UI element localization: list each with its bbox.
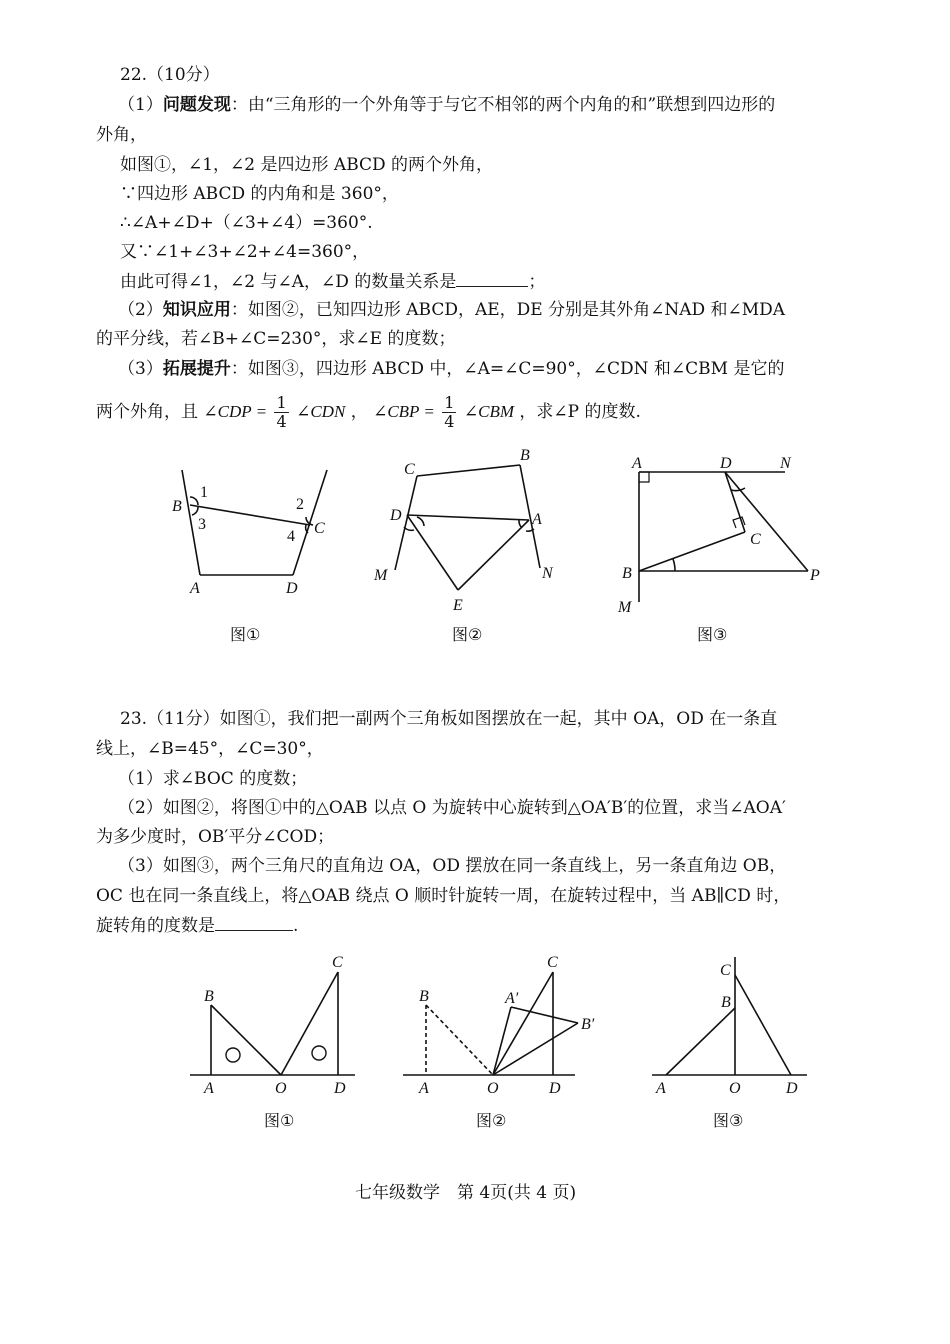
fraction-quarter-1: [274, 394, 288, 431]
q22-header: 22.（10分）: [120, 65, 220, 85]
fig1-label-1: 1: [200, 484, 208, 501]
q22-part1: [118, 94, 775, 116]
q22-line5-text: 由此可得∠1，∠2 与∠A，∠D 的数量关系是: [120, 272, 457, 292]
q23-part1: （1）求∠BOC 的度数；: [118, 769, 308, 789]
q23-fig2-caption: 图②: [476, 1111, 507, 1130]
fig2-label-D: D: [390, 507, 402, 524]
q23-fig3-label-B: B: [721, 994, 731, 1011]
q22-part1-title: 问题发现: [162, 95, 231, 115]
q23-fig2-label-D: D: [549, 1080, 561, 1097]
q23-fig3-label-O: O: [729, 1080, 741, 1097]
q23-fig2-label-B-prime: B′: [581, 1016, 595, 1033]
q23-fig2-label-A: A: [419, 1080, 429, 1097]
fig3-label-A: A: [632, 455, 642, 472]
q23-fig2-label-A-prime: A′: [505, 990, 519, 1007]
eq2-left: ∠CBP =: [373, 402, 435, 421]
q23-header: 23.（11分）如图①，我们把一副两个三角板如图摆放在一起，其中 OA，OD 在一条直: [120, 709, 778, 729]
fig3-label-N: N: [780, 455, 791, 472]
q23-fig1-caption: 图①: [264, 1111, 295, 1130]
q23-part3-cont: OC 也在同一条直线上，将△OAB 绕点 O 顺时针旋转一周，在旋转过程中，当 AB∥CD 时，: [96, 886, 791, 906]
q22-part1-cont: 外角，: [96, 125, 147, 145]
eq-sep: ，: [350, 402, 368, 422]
q22-part2-prefix: （2）: [118, 300, 163, 320]
q22-figure-2: [360, 440, 580, 620]
fig3-label-P: P: [810, 567, 820, 584]
q23-part3-end-text: 旋转角的度数是: [96, 916, 215, 936]
q22-part3-text: ：如图③，四边形 ABCD 中，∠A=∠C=90°，∠CDN 和∠CBM 是它的: [230, 359, 785, 379]
q23-fig2-label-B: B: [419, 988, 429, 1005]
frac-num: 1: [276, 393, 287, 412]
q23-fig1-label-B: B: [204, 988, 214, 1005]
q22-line5: [120, 270, 545, 293]
q23-fig1-label-C: C: [332, 954, 343, 971]
q23-fig3-label-A: A: [656, 1080, 666, 1097]
q22-line4: 又∵∠1+∠3+∠2+∠4=360°，: [120, 242, 370, 262]
eq2-right: ∠CBM: [463, 402, 515, 421]
q22-part3-cont-text: 两个外角，且: [96, 402, 198, 422]
fig3-label-C: C: [750, 531, 761, 548]
q23-part2: （2）如图②，将图①中的△OAB 以点 O 为旋转中心旋转到△OA′B′的位置，求当∠AOA′: [118, 798, 786, 818]
frac-den: 4: [444, 412, 455, 431]
fig2-label-M: M: [374, 567, 388, 584]
fig3-label-D: D: [720, 455, 732, 472]
q22-fig2-caption: 图②: [452, 625, 483, 644]
answer-blank-2[interactable]: [215, 914, 293, 931]
q23-fig1-label-A: A: [204, 1080, 214, 1097]
q22-part2-cont: 的平分线，若∠B+∠C=230°，求∠E 的度数；: [96, 329, 456, 349]
q23-figure-3: [640, 945, 820, 1095]
fraction-quarter-2: [442, 394, 456, 431]
q23-fig2-label-O: O: [487, 1080, 499, 1097]
fig3-label-M: M: [618, 599, 632, 616]
fig2-label-A: A: [532, 511, 542, 528]
frac-num: 1: [444, 393, 455, 412]
q23-part2-cont: 为多少度时，OB′平分∠COD；: [96, 827, 335, 847]
fig1-label-D: D: [286, 580, 298, 597]
fig2-label-C: C: [404, 461, 415, 478]
q22-part1-text: ：由“三角形的一个外角等于与它不相邻的两个内角的和”联想到四边形的: [230, 95, 776, 115]
q23-part3-end: [96, 914, 298, 937]
q22-line5-end: ；: [528, 272, 546, 292]
q23-line1: 线上，∠B=45°，∠C=30°，: [96, 739, 324, 759]
q22-fig3-caption: 图③: [697, 625, 728, 644]
q22-part2-text: ：如图②，已知四边形 ABCD，AE，DE 分别是其外角∠NAD 和∠MDA: [230, 300, 786, 320]
q22-part2-title: 知识应用: [162, 300, 231, 320]
answer-blank-1[interactable]: [456, 270, 528, 287]
fig1-label-A: A: [190, 580, 200, 597]
q22-fig1-caption: 图①: [230, 625, 261, 644]
q22-line3: ∴∠A+∠D+（∠3+∠4）=360°.: [120, 213, 373, 233]
q22-part3-prefix: （3）: [118, 359, 163, 379]
fig1-label-B: B: [172, 498, 182, 515]
q22-line1: 如图①，∠1，∠2 是四边形 ABCD 的两个外角，: [120, 155, 494, 175]
fig1-label-2: 2: [296, 496, 304, 513]
q22-part3-title: 拓展提升: [162, 359, 231, 379]
q22-part1-prefix: （1）: [118, 95, 163, 115]
q22-part3-cont: [96, 392, 641, 432]
fig1-label-C: C: [314, 520, 325, 537]
q22-part3-tail: ，求∠P 的度数.: [519, 402, 641, 422]
q23-period: .: [293, 916, 299, 936]
q22-figure-3: [600, 440, 840, 620]
q23-fig3-caption: 图③: [713, 1111, 744, 1130]
fig1-label-4: 4: [287, 528, 295, 545]
fig3-label-B: B: [622, 565, 632, 582]
q22-part3: [118, 358, 784, 380]
eq1-right: ∠CDN: [296, 402, 346, 421]
q22-part2: [118, 299, 785, 321]
q22-figure-1: [160, 445, 360, 605]
fig1-label-3: 3: [198, 516, 206, 533]
q23-fig1-label-D: D: [334, 1080, 346, 1097]
q23-fig3-label-D: D: [786, 1080, 798, 1097]
q23-part3: （3）如图③，两个三角尺的直角边 OA，OD 摆放在同一条直线上，另一条直角边 OB，: [118, 856, 787, 876]
frac-den: 4: [276, 412, 287, 431]
eq1-left: ∠CDP =: [203, 402, 268, 421]
q23-figure-2: [395, 945, 615, 1095]
q22-line2: ∵四边形 ABCD 的内角和是 360°，: [120, 184, 399, 204]
page-footer: 七年级数学 第 4页(共 4 页): [355, 1183, 577, 1203]
q23-figure-1: [180, 945, 380, 1095]
q23-fig1-label-O: O: [275, 1080, 287, 1097]
fig2-label-B: B: [520, 447, 530, 464]
q23-fig3-label-C: C: [720, 962, 731, 979]
fig2-label-N: N: [542, 565, 553, 582]
q23-fig2-label-C: C: [547, 954, 558, 971]
fig2-label-E: E: [453, 597, 463, 614]
